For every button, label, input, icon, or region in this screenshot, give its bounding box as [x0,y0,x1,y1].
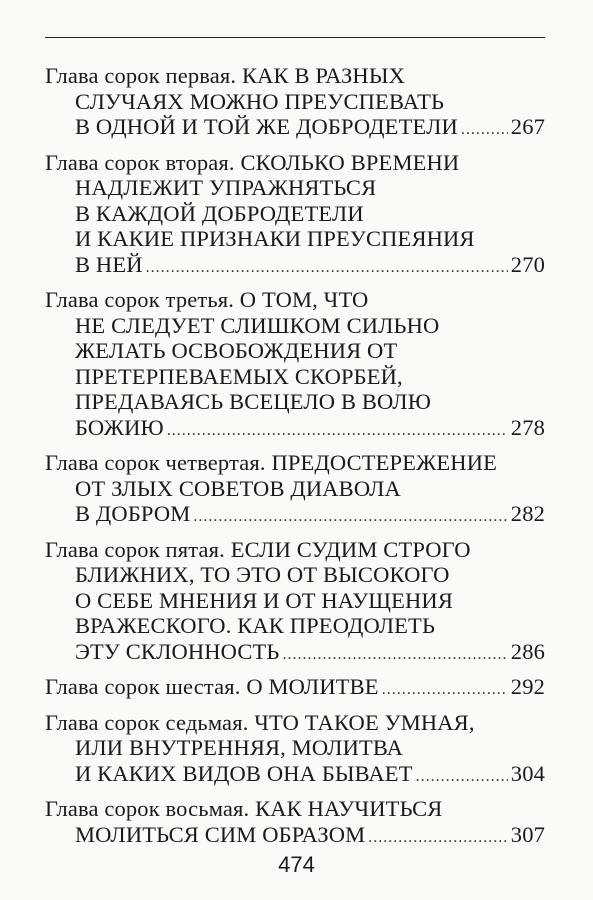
toc-entry-line: О СЕБЕ МНЕНИЯ И ОТ НАУЩЕНИЯ [75,587,453,613]
toc-entry-text: В ДОБРОМ [75,501,191,526]
toc-entry-text: Глава сорок шестая. О МОЛИТВЕ [45,674,379,699]
dot-leader [282,642,507,668]
dot-leader [146,255,508,281]
toc-entry-last-line [45,761,545,790]
dot-leader [368,825,508,851]
toc-entry-last-line [45,822,545,851]
dot-leader [416,764,508,790]
toc-entry-last-line [45,252,545,281]
toc-entry-line: ПРЕДАВАЯСЬ ВСЕЦЕЛО В ВОЛЮ [75,389,431,414]
page-number: 474 [278,852,315,877]
table-of-contents [45,63,545,857]
toc-entry-text: МОЛИТЬСЯ СИМ ОБРАЗОМ [75,821,366,847]
toc-entry-text: И КАКИХ ВИДОВ ОНА БЫВАЕТ [75,760,413,786]
toc-entry [45,537,545,668]
toc-entry [45,150,545,281]
toc-entry-last-line [45,415,545,444]
dot-leader [167,418,508,444]
toc-page-number: 286 [510,638,545,664]
toc-entry-text: ЭТУ СКЛОННОСТЬ [75,638,280,664]
toc-entry-last-line [45,674,545,703]
toc-entry-line: ПРЕТЕРПЕВАЕМЫХ СКОРБЕЙ, [75,363,403,389]
toc-entry-line: НЕ СЛЕДУЕТ СЛИШКОМ СИЛЬНО [75,312,440,338]
toc-entry-line: БЛИЖНИХ, ТО ЭТО ОТ ВЫСОКОГО [75,562,450,587]
toc-page-number: 267 [510,114,545,139]
toc-entry-line: Глава сорок четвертая. ПРЕДОСТЕРЕЖЕНИЕ [45,450,497,475]
toc-entry-line: Глава сорок седьмая. ЧТО ТАКОЕ УМНАЯ, [45,709,475,735]
toc-entry-line: И КАКИЕ ПРИЗНАКИ ПРЕУСПЕЯНИЯ [75,226,475,251]
toc-entry-line: ИЛИ ВНУТРЕННЯЯ, МОЛИТВА [75,735,404,760]
toc-entry-line: СЛУЧАЯХ МОЖНО ПРЕУСПЕВАТЬ [75,88,445,114]
toc-entry-line: Глава сорок вторая. СКОЛЬКО ВРЕМЕНИ [45,149,460,175]
toc-entry-line: Глава сорок восьмая. КАК НАУЧИТЬСЯ [45,796,443,821]
top-rule [45,37,545,38]
toc-entry [45,287,545,443]
toc-entry-line: В КАЖДОЙ ДОБРОДЕТЕЛИ [75,200,364,226]
toc-entry [45,63,545,143]
toc-entry-text: В ОДНОЙ И ТОЙ ЖЕ ДОБРОДЕТЕЛИ [75,114,458,139]
toc-page-number: 307 [510,821,545,847]
dot-leader [193,504,507,530]
toc-entry-text: В НЕЙ [75,251,143,277]
toc-page-number: 270 [510,251,545,277]
toc-entry-last-line [45,114,545,143]
toc-entry [45,796,545,850]
toc-entry [45,450,545,530]
toc-entry-text: БОЖИЮ [75,414,164,440]
toc-page-number: 304 [510,760,545,786]
toc-page-number: 292 [510,674,545,699]
toc-entry-last-line [45,501,545,530]
toc-entry-line: ЖЕЛАТЬ ОСВОБОЖДЕНИЯ ОТ [75,338,398,363]
toc-entry-line: Глава сорок третья. О ТОМ, ЧТО [45,287,369,312]
dot-leader [461,117,508,143]
toc-entry-line: ВРАЖЕСКОГО. КАК ПРЕОДОЛЕТЬ [75,613,436,638]
toc-page-number: 278 [510,414,545,440]
toc-entry-line: ОТ ЗЛЫХ СОВЕТОВ ДИАВОЛА [75,475,401,501]
toc-entry-line: НАДЛЕЖИТ УПРАЖНЯТЬСЯ [75,175,377,200]
toc-entry-line: Глава сорок пятая. ЕСЛИ СУДИМ СТРОГО [45,536,471,562]
toc-entry-line: Глава сорок первая. КАК В РАЗНЫХ [45,63,405,88]
toc-page-number: 282 [510,501,545,526]
toc-entry [45,710,545,790]
dot-leader [382,677,508,703]
toc-entry-last-line [45,639,545,668]
toc-entry [45,674,545,703]
